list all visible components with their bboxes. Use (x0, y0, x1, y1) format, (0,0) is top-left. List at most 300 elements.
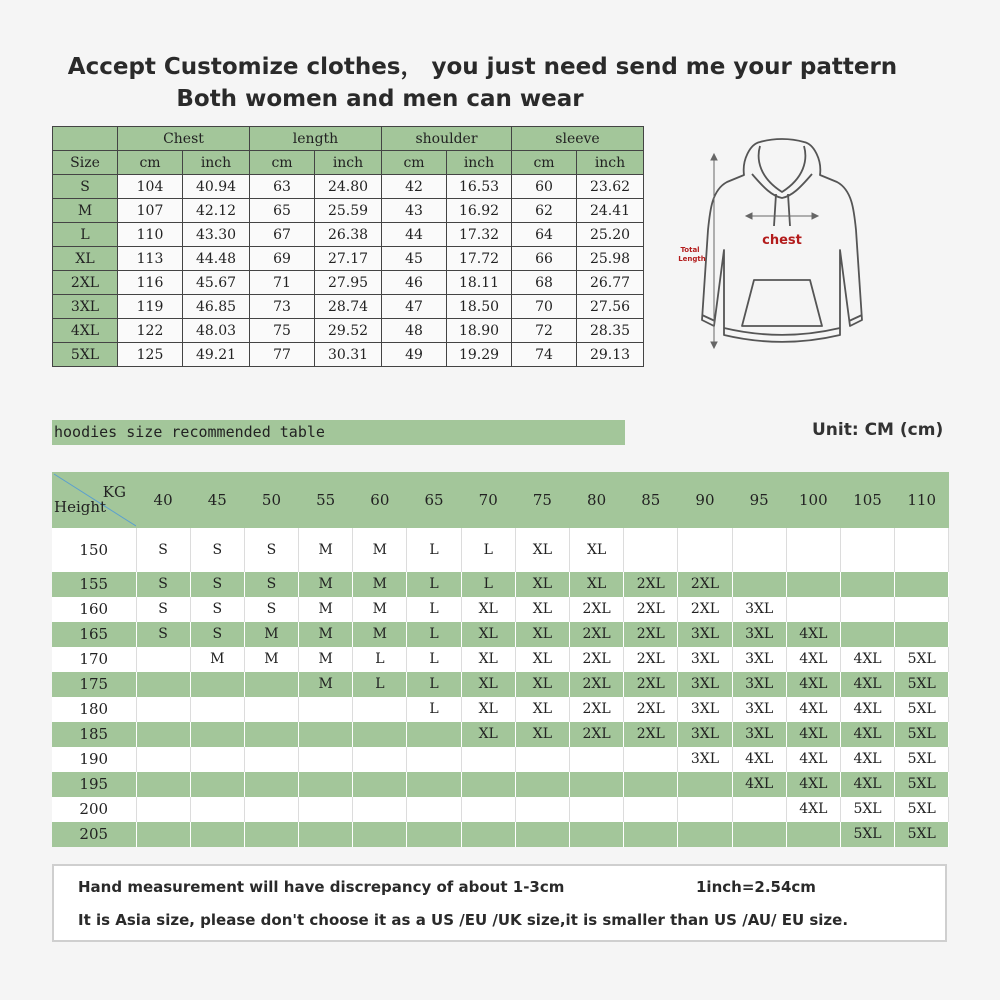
recommended-size-cell (732, 528, 786, 572)
size-row (53, 175, 644, 199)
weight-header: 55 (299, 472, 353, 528)
recommended-size-table (52, 472, 949, 847)
recommended-size-cell (244, 747, 298, 772)
weight-header: 105 (840, 472, 894, 528)
recommended-size-cell: 4XL (840, 672, 894, 697)
length-group-header: length (250, 127, 382, 151)
total-length-label-1: Total (680, 246, 700, 254)
size-column-header: Size (53, 151, 118, 175)
recommended-size-cell: 5XL (895, 747, 949, 772)
recommended-size-cell: XL (515, 647, 569, 672)
size-row (53, 295, 644, 319)
headline-line-2: Both women and men can wear (176, 86, 584, 112)
height-cell: 200 (52, 797, 136, 822)
recommended-size-cell (732, 822, 786, 847)
measurement-cell: 48.03 (183, 319, 250, 343)
measurement-cell: 73 (250, 295, 315, 319)
recommended-size-cell (895, 597, 949, 622)
drawstring-left (774, 194, 776, 226)
recommended-size-cell: 5XL (895, 797, 949, 822)
recommended-size-cell: M (299, 572, 353, 597)
size-cell: 2XL (53, 271, 118, 295)
recommended-size-cell: 3XL (678, 622, 732, 647)
recommended-size-cell: L (407, 672, 461, 697)
recommended-size-cell: 5XL (840, 797, 894, 822)
measurement-cell: 45.67 (183, 271, 250, 295)
recommended-size-cell: 4XL (840, 722, 894, 747)
recommended-size-cell: 2XL (624, 572, 678, 597)
recommended-size-cell: 2XL (678, 572, 732, 597)
measurement-cell: 26.38 (315, 223, 382, 247)
recommended-size-cell (840, 572, 894, 597)
recommended-size-cell (678, 528, 732, 572)
recommended-size-cell: 2XL (570, 697, 624, 722)
recommended-size-cell: XL (515, 672, 569, 697)
measurement-cell: 49.21 (183, 343, 250, 367)
recommended-size-cell: XL (515, 697, 569, 722)
recommended-size-cell (407, 747, 461, 772)
recommended-size-cell: 3XL (732, 622, 786, 647)
size-cell: 3XL (53, 295, 118, 319)
recommended-size-cell (353, 697, 407, 722)
recommended-size-cell (515, 822, 569, 847)
height-cell: 190 (52, 747, 136, 772)
height-row (52, 572, 949, 597)
size-row (53, 223, 644, 247)
height-cell: 180 (52, 697, 136, 722)
recommended-size-cell: 2XL (570, 722, 624, 747)
recommended-size-cell (136, 672, 190, 697)
measurement-cell: 42 (382, 175, 447, 199)
measurement-cell: 28.74 (315, 295, 382, 319)
recommended-size-cell (244, 797, 298, 822)
chest-group-header: Chest (118, 127, 250, 151)
recommended-size-cell: 2XL (624, 672, 678, 697)
height-row (52, 697, 949, 722)
recommended-size-cell (299, 772, 353, 797)
size-measurement-table (52, 126, 644, 367)
size-cell: S (53, 175, 118, 199)
recommended-size-cell (244, 672, 298, 697)
recommended-size-cell (407, 772, 461, 797)
recommended-size-cell (136, 722, 190, 747)
recommended-size-cell (515, 797, 569, 822)
recommended-size-cell (732, 797, 786, 822)
measurement-cell: 16.53 (447, 175, 512, 199)
measurement-cell: 67 (250, 223, 315, 247)
recommended-size-cell: 5XL (895, 722, 949, 747)
recommended-size-cell: M (244, 647, 298, 672)
recommended-size-cell: S (136, 622, 190, 647)
measurement-cell: 122 (118, 319, 183, 343)
recommended-size-cell: S (136, 572, 190, 597)
recommended-size-cell: 4XL (840, 647, 894, 672)
recommended-size-cell (190, 722, 244, 747)
recommended-size-cell: S (190, 597, 244, 622)
height-label: Height (54, 498, 107, 516)
sleeve-group-header: sleeve (512, 127, 644, 151)
recommended-size-cell (515, 747, 569, 772)
recommended-size-cell: L (407, 597, 461, 622)
recommended-size-cell (299, 697, 353, 722)
measurement-cell: 63 (250, 175, 315, 199)
recommended-size-cell: L (353, 647, 407, 672)
recommended-size-cell: S (244, 572, 298, 597)
recommended-size-cell (407, 822, 461, 847)
measurement-cell: 70 (512, 295, 577, 319)
recommended-size-cell: 5XL (840, 822, 894, 847)
weight-header: 110 (895, 472, 949, 528)
recommended-size-cell: XL (461, 647, 515, 672)
weight-header: 90 (678, 472, 732, 528)
recommended-size-cell: 3XL (678, 747, 732, 772)
recommended-size-cell (299, 797, 353, 822)
recommended-size-cell: M (299, 672, 353, 697)
recommended-size-cell: 4XL (786, 622, 840, 647)
recommended-size-cell (136, 697, 190, 722)
measurement-cell: 116 (118, 271, 183, 295)
recommended-size-cell: M (353, 622, 407, 647)
measurement-cell: 43 (382, 199, 447, 223)
measurement-cell: 18.50 (447, 295, 512, 319)
notes-box (52, 864, 947, 942)
recommended-size-cell: S (244, 528, 298, 572)
recommended-size-cell (353, 822, 407, 847)
recommended-size-cell: 2XL (570, 597, 624, 622)
height-row (52, 722, 949, 747)
measurement-cell: 75 (250, 319, 315, 343)
recommended-size-cell (407, 722, 461, 747)
measurement-cell: 113 (118, 247, 183, 271)
headline-line-1: Accept Customize clothes， you just need send me your pattern (67, 54, 898, 80)
measurement-cell: 24.41 (577, 199, 644, 223)
size-cell: XL (53, 247, 118, 271)
height-row (52, 597, 949, 622)
recommended-size-cell: 5XL (895, 672, 949, 697)
height-cell: 165 (52, 622, 136, 647)
measurement-cell: 48 (382, 319, 447, 343)
recommended-size-cell (353, 797, 407, 822)
measurement-cell: 65 (250, 199, 315, 223)
measurement-cell: 42.12 (183, 199, 250, 223)
recommended-size-cell: 2XL (570, 672, 624, 697)
measurement-cell: 49 (382, 343, 447, 367)
measurement-cell: 18.11 (447, 271, 512, 295)
height-row (52, 647, 949, 672)
size-row (53, 271, 644, 295)
asia-size-note: It is Asia size, please don't choose it as a US /EU /UK size,it is smaller than US /AU/ EU size. (78, 911, 849, 929)
weight-header: 50 (244, 472, 298, 528)
total-length-label-2: Length (678, 255, 706, 263)
recommended-size-cell: 4XL (732, 772, 786, 797)
recommended-size-cell: 2XL (624, 647, 678, 672)
recommended-size-cell (244, 822, 298, 847)
height-cell: 205 (52, 822, 136, 847)
shoulder-inch-header: inch (447, 151, 512, 175)
weight-header: 100 (786, 472, 840, 528)
chest-inch-header: inch (183, 151, 250, 175)
recommended-size-cell: 2XL (570, 622, 624, 647)
height-cell: 160 (52, 597, 136, 622)
measurement-cell: 62 (512, 199, 577, 223)
recommended-size-cell: S (190, 528, 244, 572)
recommended-size-cell: M (299, 597, 353, 622)
recommended-size-cell (786, 822, 840, 847)
recommended-size-cell: L (407, 572, 461, 597)
recommended-size-cell: S (190, 622, 244, 647)
measurement-cell: 26.77 (577, 271, 644, 295)
recommended-size-cell (515, 772, 569, 797)
recommended-size-cell: S (244, 597, 298, 622)
recommended-size-cell: 3XL (678, 647, 732, 672)
height-row (52, 747, 949, 772)
height-cell: 170 (52, 647, 136, 672)
recommended-size-cell (299, 747, 353, 772)
measurement-cell: 66 (512, 247, 577, 271)
recommended-size-cell: M (353, 597, 407, 622)
recommended-size-cell: 2XL (624, 697, 678, 722)
measurement-cell: 23.62 (577, 175, 644, 199)
recommended-size-cell: S (136, 597, 190, 622)
measurement-cell: 45 (382, 247, 447, 271)
size-row (53, 199, 644, 223)
length-cm-header: cm (250, 151, 315, 175)
recommended-size-cell (190, 797, 244, 822)
recommended-size-cell: 4XL (840, 772, 894, 797)
measurement-cell: 25.98 (577, 247, 644, 271)
unit-label: Unit: CM (cm) (812, 420, 944, 440)
height-row (52, 622, 949, 647)
recommended-size-cell (732, 572, 786, 597)
measurement-cell: 69 (250, 247, 315, 271)
size-cell: 4XL (53, 319, 118, 343)
recommended-size-cell: XL (515, 622, 569, 647)
recommended-size-cell: L (407, 528, 461, 572)
measurement-cell: 44.48 (183, 247, 250, 271)
recommended-table-title: hoodies size recommended table (52, 420, 625, 445)
chest-cm-header: cm (118, 151, 183, 175)
size-row (53, 343, 644, 367)
shoulder-cm-header: cm (382, 151, 447, 175)
recommended-size-cell (136, 772, 190, 797)
measurement-cell: 27.56 (577, 295, 644, 319)
recommended-size-cell: 3XL (732, 722, 786, 747)
measurement-cell: 43.30 (183, 223, 250, 247)
height-cell: 150 (52, 528, 136, 572)
hoodie-diagram (672, 130, 887, 355)
measurement-cell: 24.80 (315, 175, 382, 199)
recommended-size-cell (136, 647, 190, 672)
recommended-size-cell: XL (461, 697, 515, 722)
recommended-size-cell: 2XL (624, 597, 678, 622)
measurement-cell: 29.52 (315, 319, 382, 343)
measurement-cell: 29.13 (577, 343, 644, 367)
recommended-size-cell (136, 797, 190, 822)
recommended-size-cell (895, 528, 949, 572)
weight-header: 65 (407, 472, 461, 528)
recommended-size-cell (570, 797, 624, 822)
recommended-size-cell (678, 772, 732, 797)
recommended-size-cell: 4XL (840, 697, 894, 722)
measurement-cell: 46 (382, 271, 447, 295)
kg-height-corner (52, 472, 136, 528)
recommended-size-cell: 3XL (678, 722, 732, 747)
measurement-cell: 64 (512, 223, 577, 247)
weight-header: 70 (461, 472, 515, 528)
height-row (52, 772, 949, 797)
recommended-size-cell: S (136, 528, 190, 572)
measurement-cell: 19.29 (447, 343, 512, 367)
measurement-cell: 72 (512, 319, 577, 343)
recommended-size-cell (895, 572, 949, 597)
weight-header: 40 (136, 472, 190, 528)
recommended-size-cell (570, 822, 624, 847)
recommended-size-cell (299, 822, 353, 847)
recommended-size-cell (353, 722, 407, 747)
measurement-note: Hand measurement will have discrepancy of about 1-3cm (78, 878, 565, 896)
recommended-size-cell: 5XL (895, 772, 949, 797)
measurement-cell: 119 (118, 295, 183, 319)
recommended-size-cell: 3XL (732, 647, 786, 672)
recommended-size-cell: 2XL (624, 722, 678, 747)
measurement-cell: 17.32 (447, 223, 512, 247)
weight-header: 75 (515, 472, 569, 528)
recommended-size-cell: 3XL (732, 672, 786, 697)
recommended-size-cell (244, 772, 298, 797)
measurement-cell: 74 (512, 343, 577, 367)
recommended-size-cell: 4XL (840, 747, 894, 772)
measurement-cell: 28.35 (577, 319, 644, 343)
recommended-size-cell: XL (515, 572, 569, 597)
hood-opening (759, 146, 806, 192)
recommended-size-cell (244, 722, 298, 747)
size-cell: M (53, 199, 118, 223)
recommended-size-cell: XL (570, 572, 624, 597)
recommended-size-cell (570, 747, 624, 772)
weight-header: 60 (353, 472, 407, 528)
recommended-size-cell (786, 528, 840, 572)
inch-conversion-note: 1inch=2.54cm (696, 878, 816, 896)
recommended-size-cell (840, 528, 894, 572)
size-table-corner (53, 127, 118, 151)
measurement-cell: 25.59 (315, 199, 382, 223)
recommended-size-cell (678, 822, 732, 847)
recommended-size-cell: S (190, 572, 244, 597)
recommended-size-cell: M (299, 528, 353, 572)
measurement-cell: 68 (512, 271, 577, 295)
recommended-size-cell: L (353, 672, 407, 697)
measurement-cell: 27.17 (315, 247, 382, 271)
height-row (52, 672, 949, 697)
kangaroo-pocket (742, 280, 822, 326)
kg-label: KG (102, 483, 126, 501)
recommended-size-cell: 3XL (678, 672, 732, 697)
recommended-size-cell (190, 822, 244, 847)
size-row (53, 319, 644, 343)
recommended-size-cell (570, 772, 624, 797)
height-cell: 185 (52, 722, 136, 747)
measurement-cell: 27.95 (315, 271, 382, 295)
recommended-size-cell: M (299, 647, 353, 672)
height-cell: 155 (52, 572, 136, 597)
recommended-size-cell: 4XL (786, 772, 840, 797)
recommended-size-cell (461, 772, 515, 797)
recommended-size-cell (786, 597, 840, 622)
recommended-size-cell (299, 722, 353, 747)
recommended-size-cell (624, 772, 678, 797)
recommended-size-cell (678, 797, 732, 822)
recommended-size-cell (624, 528, 678, 572)
recommended-size-cell (840, 597, 894, 622)
recommended-size-cell: M (190, 647, 244, 672)
recommended-size-cell (136, 822, 190, 847)
recommended-size-cell (353, 772, 407, 797)
recommended-size-cell: XL (461, 672, 515, 697)
measurement-cell: 125 (118, 343, 183, 367)
recommended-size-cell: M (353, 572, 407, 597)
recommended-size-cell: 4XL (732, 747, 786, 772)
recommended-size-cell: 4XL (786, 647, 840, 672)
height-row (52, 797, 949, 822)
recommended-size-cell (190, 672, 244, 697)
measurement-cell: 46.85 (183, 295, 250, 319)
weight-header: 95 (732, 472, 786, 528)
height-cell: 195 (52, 772, 136, 797)
recommended-size-cell (461, 747, 515, 772)
recommended-size-cell: 4XL (786, 797, 840, 822)
sleeve-inch-header: inch (577, 151, 644, 175)
measurement-cell: 110 (118, 223, 183, 247)
recommended-size-cell (624, 822, 678, 847)
recommended-size-cell: 4XL (786, 722, 840, 747)
recommended-size-cell: 2XL (570, 647, 624, 672)
height-row (52, 822, 949, 847)
recommended-size-cell: L (461, 572, 515, 597)
drawstring-right (788, 194, 790, 226)
measurement-cell: 77 (250, 343, 315, 367)
measurement-cell: 30.31 (315, 343, 382, 367)
recommended-size-cell: 5XL (895, 697, 949, 722)
recommended-size-cell: L (407, 622, 461, 647)
height-row (52, 528, 949, 572)
recommended-size-cell: M (244, 622, 298, 647)
measurement-cell: 16.92 (447, 199, 512, 223)
measurement-cell: 40.94 (183, 175, 250, 199)
recommended-size-cell: 2XL (678, 597, 732, 622)
measurement-cell: 44 (382, 223, 447, 247)
recommended-size-cell: L (407, 697, 461, 722)
recommended-size-cell: 5XL (895, 822, 949, 847)
recommended-size-cell (840, 622, 894, 647)
chest-label: chest (762, 233, 802, 248)
height-cell: 175 (52, 672, 136, 697)
measurement-cell: 60 (512, 175, 577, 199)
measurement-cell: 107 (118, 199, 183, 223)
recommended-size-cell (407, 797, 461, 822)
size-row (53, 247, 644, 271)
size-cell: L (53, 223, 118, 247)
recommended-size-cell: 3XL (732, 597, 786, 622)
measurement-cell: 71 (250, 271, 315, 295)
recommended-size-cell (461, 822, 515, 847)
shoulder-group-header: shoulder (382, 127, 512, 151)
recommended-size-cell: M (299, 622, 353, 647)
recommended-size-cell: 4XL (786, 747, 840, 772)
recommended-size-cell (136, 747, 190, 772)
recommended-size-cell (353, 747, 407, 772)
recommended-size-cell: L (407, 647, 461, 672)
recommended-size-cell: 4XL (786, 672, 840, 697)
